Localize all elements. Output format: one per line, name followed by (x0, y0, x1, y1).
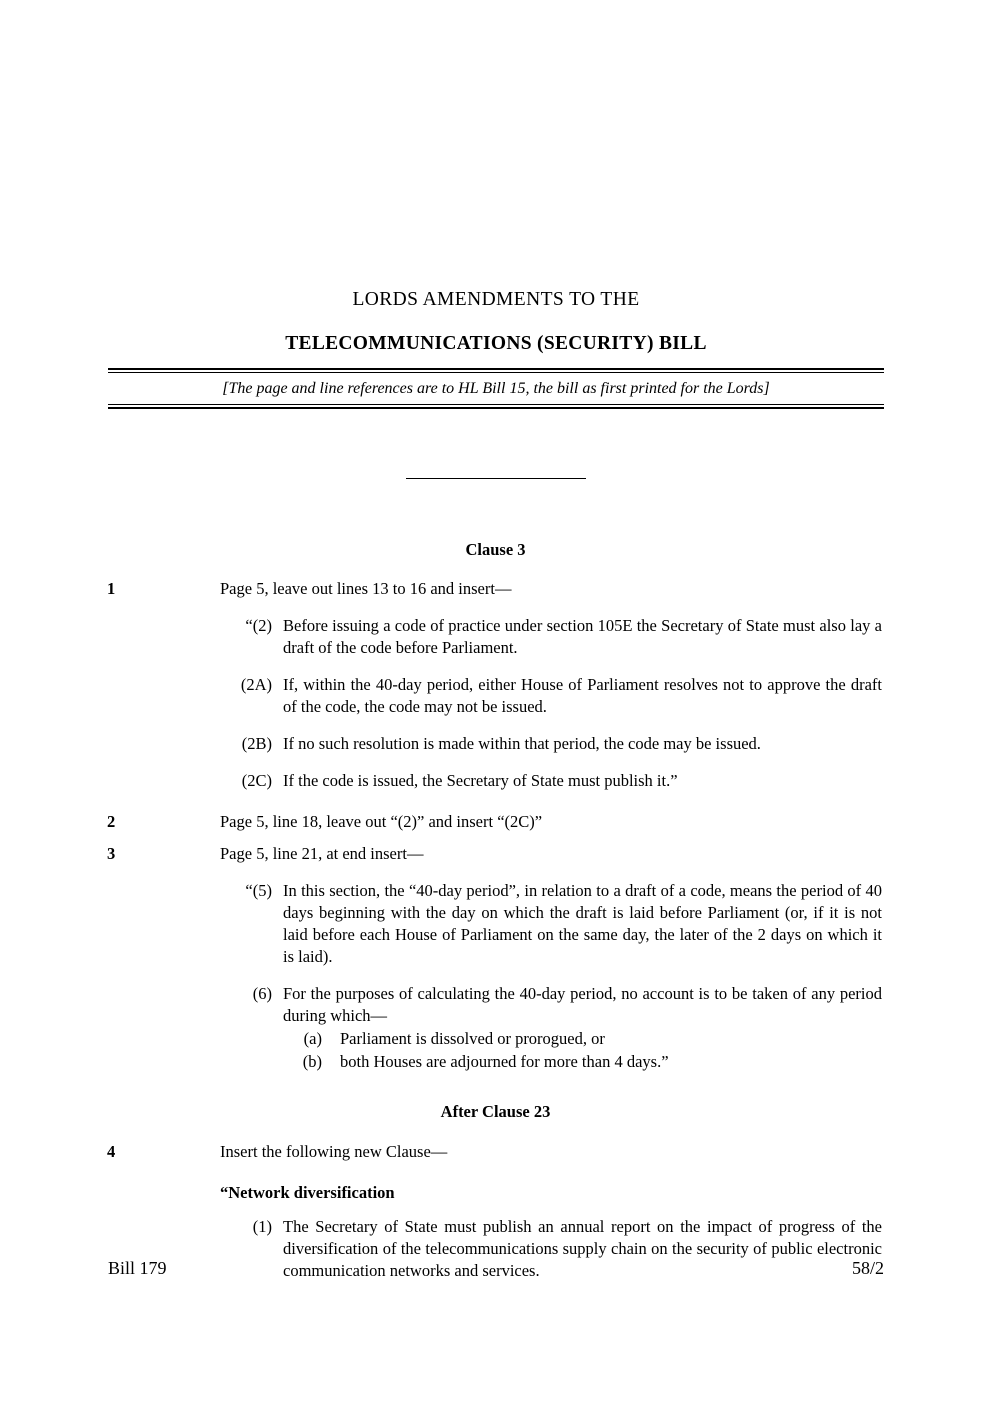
provision-label: (2B) (241, 734, 272, 754)
provision-label: (2C) (241, 770, 272, 790)
footer-page-reference: 58/2 (851, 1258, 884, 1278)
amendment-number: 1 (107, 579, 116, 598)
provision-label: (2A) (240, 675, 272, 695)
subitem-label: (a) (303, 1029, 322, 1049)
provision-label: (1) (252, 1217, 272, 1237)
section-divider-rule (406, 478, 586, 479)
section-heading-clause-3: Clause 3 (465, 540, 526, 559)
new-clause-title: “Network diversification (220, 1183, 395, 1203)
provision-text: Before issuing a code of practice under section 105E the Secretary of State must also lay a draft of the code before Parliament. (283, 616, 882, 658)
subitem-text: Parliament is dissolved or prorogued, or (340, 1029, 605, 1049)
page-footer (108, 1258, 884, 1279)
provision-text: If no such resolution is made within that period, the code may be issued. (283, 734, 761, 754)
provision-label: (6) (252, 984, 272, 1004)
amendment-instruction: Page 5, leave out lines 13 to 16 and insert— (220, 579, 512, 598)
rule-top-thick (108, 368, 884, 370)
amendment-1 (0, 578, 991, 600)
amendment-number: 3 (107, 844, 116, 864)
provision-text: If, within the 40-day period, either House of Parliament resolves not to approve the draft of the code, the code may not be issued. (283, 675, 882, 717)
document-title-block (108, 288, 884, 356)
reference-note-frame (108, 368, 884, 409)
subitem-label: (b) (302, 1051, 322, 1071)
document-title-line-1: LORDS AMENDMENTS TO THE (352, 289, 640, 310)
subitem-text: both Houses are adjourned for more than 4 days.” (340, 1051, 669, 1071)
provision-text: The Secretary of State must publish an annual report on the impact of progress of the diversification of the telecommunications supply chain on the security of public electronic communication networks and services. (283, 1217, 882, 1281)
amendments-body (0, 540, 991, 1287)
document-title-line-2: TELECOMMUNICATIONS (SECURITY) BILL (285, 333, 707, 355)
provision-2c (0, 770, 991, 792)
footer-bill-number: Bill 179 (108, 1258, 167, 1278)
provision-2a (0, 674, 991, 718)
provision-label: “(5) (245, 881, 272, 901)
amendment-2 (0, 811, 991, 833)
provision-6 (0, 983, 991, 1073)
subitem-b (0, 1051, 991, 1073)
amendment-instruction: Page 5, line 18, leave out “(2)” and insert “(2C)” (220, 811, 543, 831)
provision-label: “(2) (245, 616, 272, 636)
subitem-a (0, 1028, 991, 1050)
amendment-4 (0, 1141, 991, 1163)
amendment-instruction: Insert the following new Clause— (220, 1141, 448, 1161)
provision-2b (0, 733, 991, 755)
provision-text: In this section, the “40-day period”, in relation to a draft of a code, means the period of 40 days beginning with the day on which the draft is laid before Parliament (or, if it is not laid before each House of Parliament on the same day, the later of the 2 days on which it is laid). (283, 881, 882, 967)
reference-note-text: [The page and line references are to HL Bill 15, the bill as first printed for the Lords] (222, 380, 770, 397)
provision-5 (0, 880, 991, 968)
amendment-3 (0, 843, 991, 865)
amendment-number: 2 (107, 811, 116, 831)
provision-text: For the purposes of calculating the 40-day period, no account is to be taken of any period during which— (283, 984, 882, 1026)
amendment-instruction: Page 5, line 21, at end insert— (220, 844, 424, 864)
section-heading-after-clause-23: After Clause 23 (440, 1101, 551, 1121)
rule-bottom-thick (108, 407, 884, 409)
rule-bottom-thin (108, 404, 884, 405)
amendment-number: 4 (107, 1141, 116, 1161)
provision-text: If the code is issued, the Secretary of State must publish it.” (283, 770, 678, 790)
provision-2 (0, 615, 991, 659)
